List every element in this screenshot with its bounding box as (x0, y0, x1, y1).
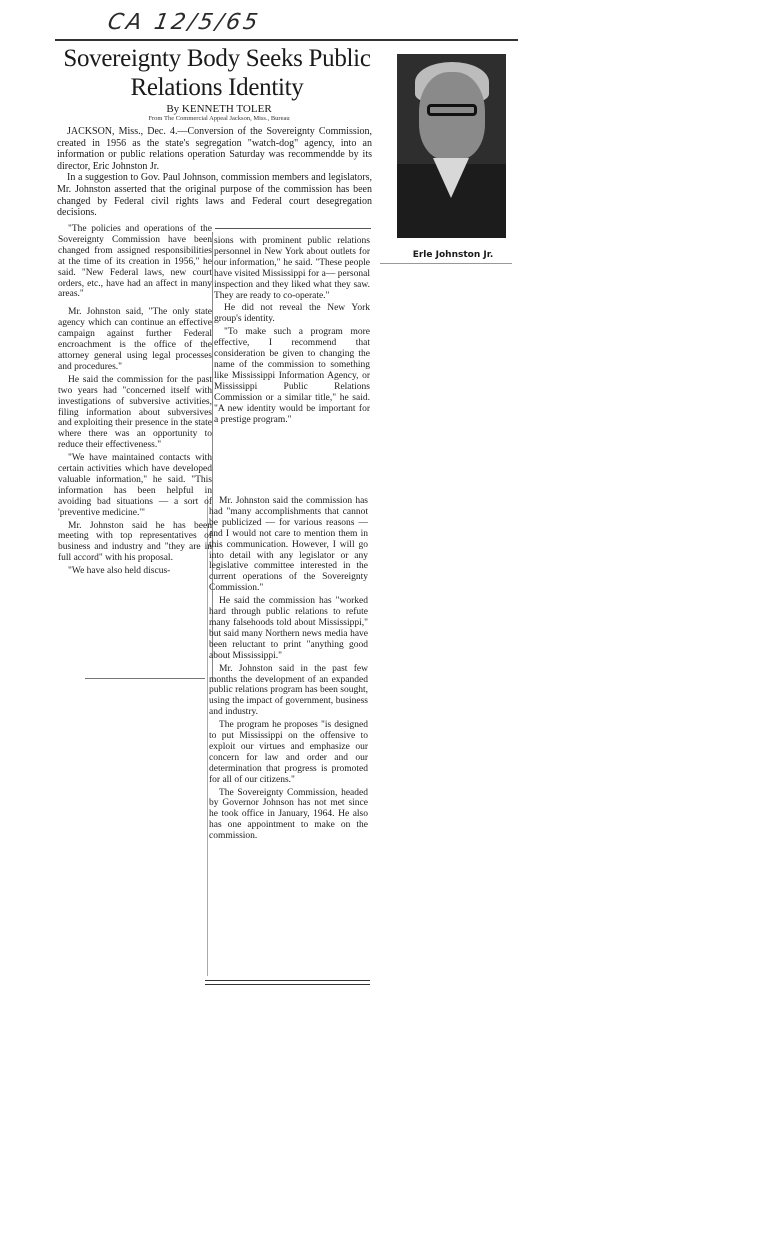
photo-glasses (427, 104, 477, 116)
paragraph: Mr. Johnston said in the past few months the development of an expanded public relations program has been sought, using the impact of government, business and industry. (209, 663, 368, 718)
paragraph: The program he proposes "is designed to put Mississippi on the offensive to exploit our virtues and emphasize our concern for law and order and our determination that progress is promoted for all of our citizens." (209, 720, 368, 785)
paragraph: He did not reveal the New York group's identity. (214, 303, 370, 325)
paragraph: "The policies and operations of the Sovereignty Commission have been changed from assigned responsibilities at the time of its creation in 1956," he said. "New Federal laws, new court orders, etc., have had an affect in many areas." (58, 224, 212, 300)
article-column-3 (209, 496, 368, 844)
lede-paragraph: JACKSON, Miss., Dec. 4.—Conversion of the Sovereignty Commission, created in 1956 as the state's segregation "watch-dog" agency, into an information or public relations operation Saturday was recommendde by its director, Eric Johnston Jr. (57, 126, 372, 172)
article-column-1 (58, 224, 212, 579)
paragraph: Mr. Johnston said the commission has had "many accomplishments that cannot be publicized — for various reasons — and I would not care to mention them in this communication. However, I will go into detail with any legislator or any legislative committee interested in the current operations of the Sovereignty Commission." (209, 496, 368, 594)
paragraph: He said the commission for the past two years had "concerned itself with investigations of subversive activities, filing information about subversives and exploiting their presence in the state where there was an opportunity to reduce their effectiveness." (58, 374, 212, 451)
article-column-2 (214, 236, 370, 427)
paragraph: "We have also held discus- (68, 566, 171, 577)
lede-paragraph: In a suggestion to Gov. Paul Johnson, commission members and legislators, Mr. Johnston asserted that the original purpose of the commission has been changed by Federal civil rights laws and Federal court desegregation decisions. (57, 172, 372, 219)
paragraph: "To make such a program more effective, I recommend that consideration be given to changing the name of the commission to something like Mississippi Information Agency, or Mississippi Public Relations Commission or a similar title," he said. "A new identity would be important for a prestige program." (214, 327, 370, 425)
byline: By KENNETH TOLER (166, 103, 272, 115)
paragraph: sions with prominent public relations personnel in New York about outlets for our information," he said. "These people have visited Mississippi for a— personal inspection and they liked what they saw. They are ready to co-operate." (214, 236, 370, 301)
article-end-rule (205, 980, 370, 981)
photo-caption: Erle Johnston Jr. (412, 250, 494, 260)
column-rule (215, 228, 371, 229)
article-end-rule (205, 984, 370, 985)
lede (57, 126, 372, 219)
caption-rule (380, 263, 512, 264)
photo-face (419, 72, 485, 160)
paragraph: Mr. Johnston said, "The only state agency which can continue an effective campaign against further Federal encroachment is the office of the attorney general using legal processes and procedures." (58, 307, 212, 372)
paragraph: He said the commission has "worked hard through public relations to refute many falsehoods told about Mississippi," but said many Northern news media have been reluctant to print "anything good about Mississippi." (209, 596, 368, 661)
paragraph: Mr. Johnston said he has been meeting with top representatives of business and industry and "they are in full accord" with his proposal. (58, 520, 212, 564)
top-rule (55, 39, 518, 41)
paragraph: "We have maintained contacts with certain activities which have developed valuable information," he said. "This information has been helpful in avoiding bad situations — a sort of 'preventive medicine.'" (58, 453, 212, 518)
headline: Sovereignty Body Seeks Public Relations Identity (63, 45, 371, 101)
column-end-rule (85, 678, 205, 679)
portrait-photo (397, 54, 506, 238)
source-line: From The Commercial Appeal Jackson, Miss., Bureau (148, 115, 290, 122)
paragraph: The Sovereignty Commission, headed by Governor Johnson has not met since he took office in January, 1964. He also has one appointment to make on the commission. (209, 787, 368, 842)
handwritten-date-annotation: CA 12/5/65 (105, 10, 263, 35)
